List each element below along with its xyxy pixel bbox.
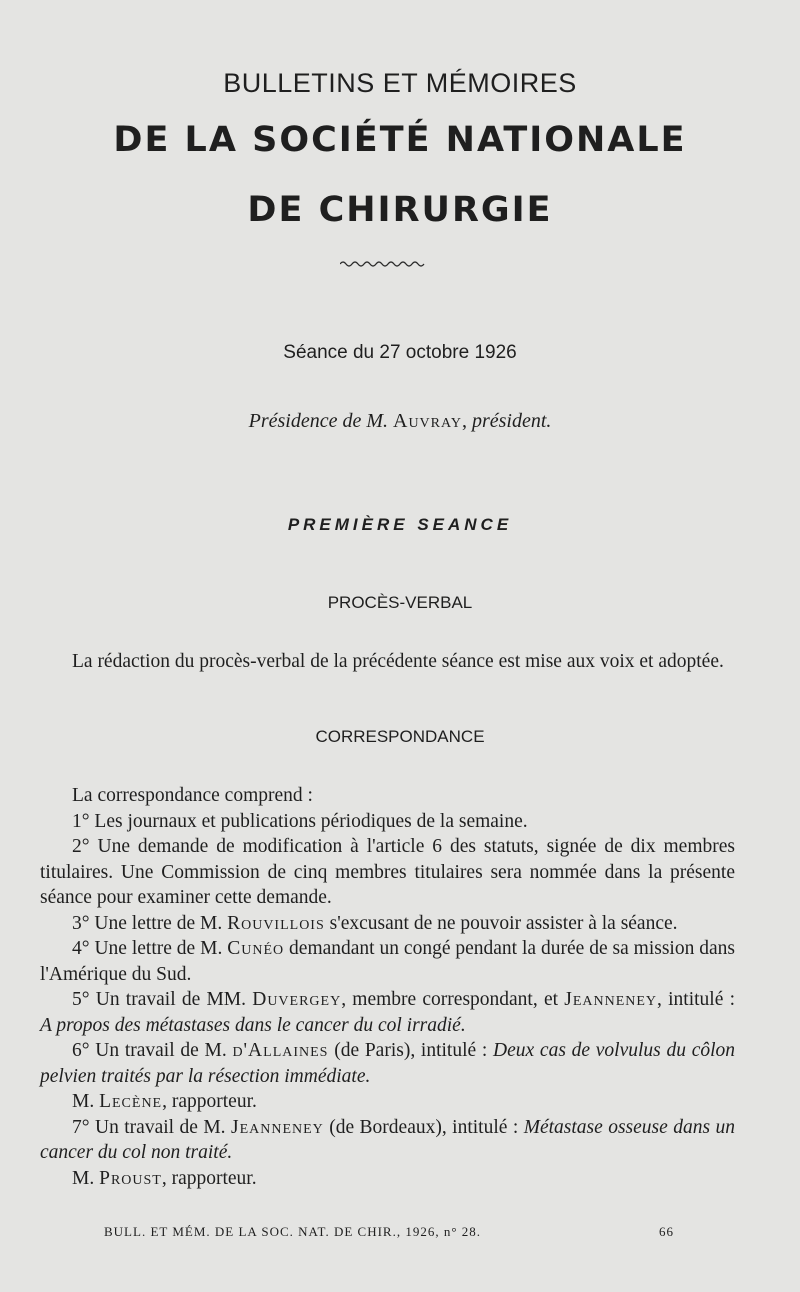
author-name: Cunéo <box>227 938 285 959</box>
author-name: d'Allaines <box>232 1040 329 1061</box>
work-title: Deux cas de volvulus du côlon pelvien traités par la résection immédiate. <box>40 1040 736 1087</box>
presidence-suffix: président. <box>471 410 552 432</box>
wavy-rule-ornament <box>340 258 426 270</box>
correspondance-item-1: 1° Les journaux et publications périodiques de la semaine. <box>72 810 528 832</box>
presidence-prefix: Présidence de M. <box>248 410 388 432</box>
footer-citation: BULL. ET MÉM. DE LA SOC. NAT. DE CHIR., 1926, n° 28. <box>104 1224 482 1239</box>
proces-verbal-text-block <box>40 649 735 675</box>
rapporteur-name: Lecène <box>99 1091 163 1112</box>
correspondance-item-3: 3° Une lettre de M. Rouvillois s'excusant de ne pouvoir assister à la séance. <box>72 912 678 934</box>
correspondance-item-4: 4° Une lettre de M. Cunéo demandant un congé pendant la durée de sa mission dans l'Amérique du Sud. <box>40 938 735 985</box>
correspondance-item-2: 2° Une demande de modification à l'article 6 des statuts, signée de dix membres titulaires. Une Commission de cinq membres titulaires sera nommée dans la présente séance pour examiner cette demande. <box>40 836 735 908</box>
author-name: Rouvillois <box>227 912 325 934</box>
page-footer <box>104 1224 674 1240</box>
proces-verbal-paragraph: La rédaction du procès-verbal de la précédente séance est mise aux voix et adoptée. <box>72 651 724 672</box>
president-name: Auvray <box>393 410 462 432</box>
seance-heading: PREMIÈRE SEANCE <box>287 515 513 534</box>
presidence-line: Présidence de M. Auvray, président. <box>248 410 552 432</box>
correspondance-heading: CORRESPONDANCE <box>315 727 485 746</box>
session-date: Séance du 27 octobre 1926 <box>283 342 517 363</box>
correspondance-text-block <box>40 783 735 1191</box>
rapporteur-name: Proust <box>99 1167 162 1189</box>
journal-title-line1: BULLETINS ET MÉMOIRES <box>223 68 577 98</box>
proces-verbal-heading: PROCÈS-VERBAL <box>327 593 473 612</box>
correspondance-item-5: 5° Un travail de MM. Duvergey, membre correspondant, et Jeanneney, intitulé : A propos des métastases dans le cancer du col irradié. <box>40 989 736 1036</box>
journal-title-line2: DE LA SOCIÉTÉ NATIONALE <box>113 120 687 160</box>
work-title: A propos des métastases dans le cancer du col irradié. <box>40 1014 466 1036</box>
work-title: Métastase osseuse dans un cancer du col non traité. <box>40 1116 735 1163</box>
page-number: 66 <box>659 1224 674 1239</box>
correspondance-item-7: 7° Un travail de M. Jeanneney (de Bordeaux), intitulé : Métastase osseuse dans un cancer du col non traité. <box>40 1116 735 1163</box>
correspondance-item-6: 6° Un travail de M. d'Allaines (de Paris), intitulé : Deux cas de volvulus du côlon pelvien traités par la résection immédiate. <box>40 1040 736 1087</box>
correspondance-intro: La correspondance comprend : <box>72 785 313 806</box>
author-name: Duvergey <box>252 989 342 1010</box>
journal-title-line3: DE CHIRURGIE <box>247 190 553 230</box>
rapporteur-line: M. Proust, rapporteur. <box>72 1167 257 1189</box>
author-name: Jeanneney <box>564 989 658 1010</box>
rapporteur-line: M. Lecène, rapporteur. <box>72 1091 257 1112</box>
author-name: Jeanneney <box>230 1116 324 1138</box>
